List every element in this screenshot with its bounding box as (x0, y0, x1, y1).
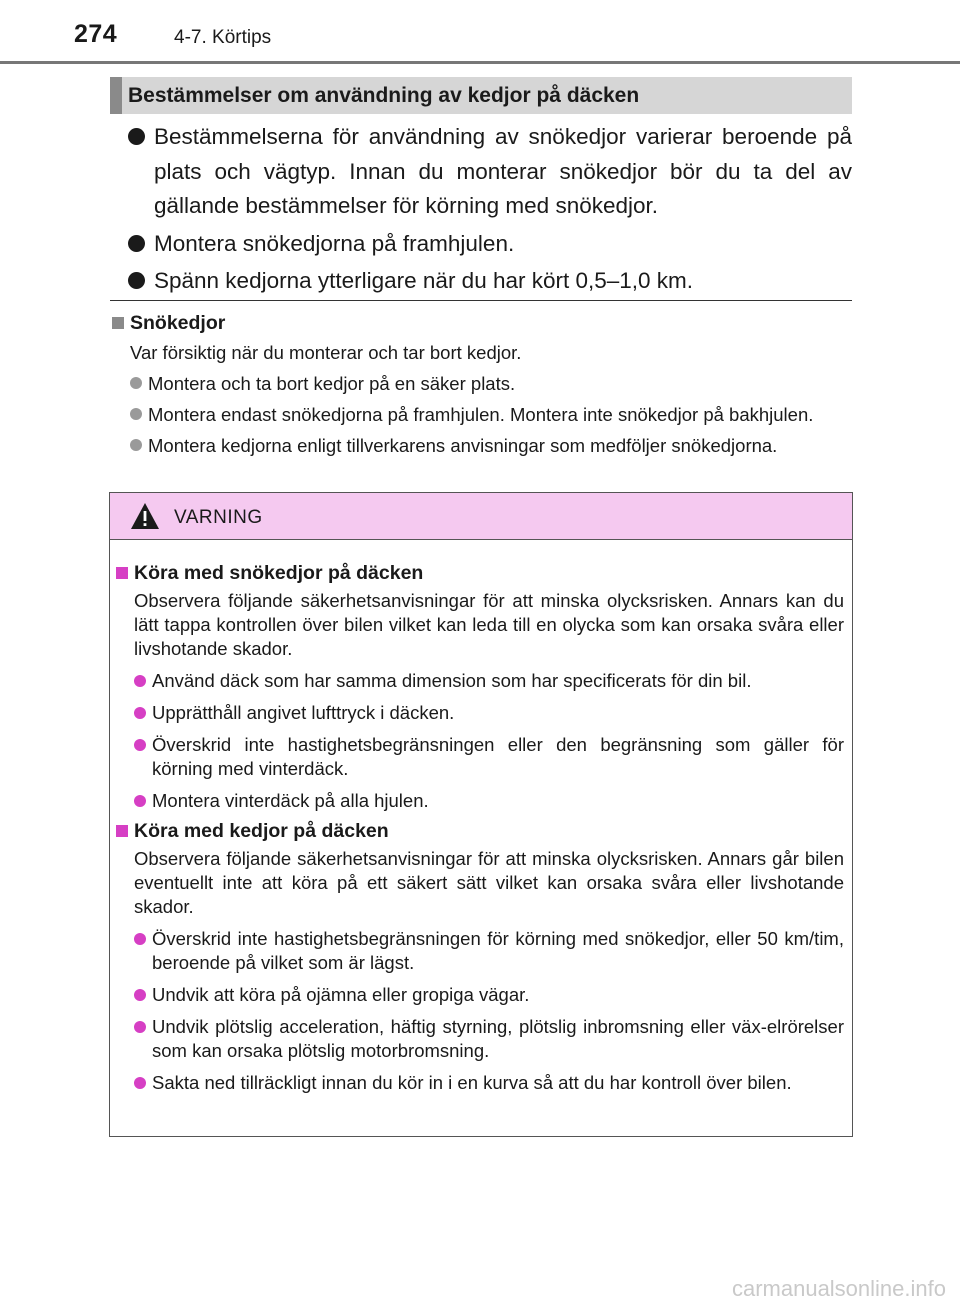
warning-triangle-icon (130, 502, 160, 530)
warning-bullet-text: Använd däck som har samma dimension som har specificerats för din bil. (152, 670, 752, 691)
warning-bullet-text: Undvik att köra på ojämna eller gropiga vägar. (152, 984, 530, 1005)
warning-bullet-text: Montera vinterdäck på alla hjulen. (152, 790, 429, 811)
section-divider (110, 300, 852, 301)
header-divider (0, 61, 960, 64)
warning-bullet-item (116, 789, 844, 813)
info-section (112, 310, 852, 458)
bullet-dot-icon (134, 707, 146, 719)
page-number: 274 (74, 20, 118, 48)
warning-section-heading (116, 561, 844, 586)
bullet-dot-icon (134, 1021, 146, 1033)
info-intro: Var försiktig när du monterar och tar bort kedjor. (130, 342, 522, 363)
main-bullet-text: Montera snökedjorna på framhjulen. (154, 230, 515, 256)
bullet-dot-icon (130, 439, 142, 451)
warning-bullet-item (116, 1015, 844, 1063)
warning-bullet-text: Upprätthåll angivet lufttryck i däcken. (152, 702, 455, 723)
main-bullet-list (128, 120, 852, 302)
warning-bullet-item (116, 983, 844, 1007)
bullet-dot-icon (128, 272, 145, 289)
square-bullet-icon (116, 567, 128, 579)
warning-body (116, 555, 844, 1095)
info-bullet-item (112, 402, 852, 427)
main-bullet-item (128, 120, 852, 224)
bullet-dot-icon (130, 408, 142, 420)
square-bullet-icon (112, 317, 124, 329)
banner-title: Bestämmelser om användning av kedjor på däcken (128, 84, 640, 107)
warning-heading-text: Köra med snökedjor på däcken (134, 562, 424, 584)
warning-title: VARNING (174, 507, 263, 528)
warning-heading-text: Köra med kedjor på däcken (134, 820, 389, 842)
warning-bullet-item (116, 733, 844, 781)
warning-bullet-text: Sakta ned tillräckligt innan du kör in i en kurva så att du har kontroll över bilen. (152, 1072, 792, 1093)
info-bullet-item (112, 433, 852, 458)
info-heading (112, 310, 852, 337)
warning-intro: Observera följande säkerhetsanvisningar för att minska olycksrisken. Annars kan du lätt tappa kontrollen över bilen vilket kan leda till en olycka som kan orsaka svåra eller livshotande skador. (134, 590, 844, 659)
square-bullet-icon (116, 825, 128, 837)
bullet-dot-icon (134, 795, 146, 807)
warning-bullet-item (116, 1071, 844, 1095)
page-header (0, 0, 960, 64)
warning-bullet-item (116, 669, 844, 693)
info-bullet-text: Montera och ta bort kedjor på en säker plats. (148, 373, 516, 394)
bullet-dot-icon (134, 989, 146, 1001)
main-bullet-text: Bestämmelserna för användning av snökedjor varierar beroende på plats och vägtyp. Innan du monterar snökedjor bör du ta del av gällande bestämmelser för körning med snökedjor. (154, 124, 852, 218)
warning-intro: Observera följande säkerhetsanvisningar för att minska olycksrisken. Annars går bilen eventuellt inte att köra på ett säkert sätt vilket kan orsaka svåra eller livshotande skador. (134, 848, 844, 917)
warning-section-heading (116, 819, 844, 844)
main-bullet-item (128, 264, 852, 299)
info-bullet-item (112, 371, 852, 396)
warning-bullet-text: Överskrid inte hastighetsbegränsningen för körning med snökedjor, eller 50 km/tim, beroende på vilket som är lägst. (152, 928, 844, 973)
bullet-dot-icon (134, 675, 146, 687)
main-bullet-item (128, 227, 852, 262)
bullet-dot-icon (130, 377, 142, 389)
watermark-text: carmanualsonline.info (731, 1276, 946, 1301)
section-title: 4-7. Körtips (174, 27, 272, 48)
info-bullet-text: Montera endast snökedjorna på framhjulen. Montera inte snökedjor på bakhjulen. (148, 404, 814, 425)
bullet-dot-icon (134, 739, 146, 751)
warning-bullet-text: Undvik plötslig acceleration, häftig styrning, plötslig inbromsning eller väx-elrörelser som kan orsaka plötslig motorbromsning. (152, 1016, 844, 1061)
info-bullet-text: Montera kedjorna enligt tillverkarens anvisningar som medföljer snökedjorna. (148, 435, 778, 456)
main-bullet-text: Spänn kedjorna ytterligare när du har kört 0,5–1,0 km. (154, 268, 694, 293)
bullet-dot-icon (128, 128, 145, 145)
warning-bullet-text: Överskrid inte hastighetsbegränsningen eller den begränsning som gäller för körning med vinterdäck. (152, 734, 844, 779)
bullet-dot-icon (128, 235, 145, 252)
warning-header (110, 493, 852, 540)
section-banner (110, 77, 852, 114)
banner-accent-bar (110, 77, 122, 114)
bullet-dot-icon (134, 933, 146, 945)
warning-box (109, 492, 853, 1137)
bullet-dot-icon (134, 1077, 146, 1089)
warning-bullet-item (116, 927, 844, 975)
info-heading-text: Snökedjor (130, 312, 226, 334)
warning-bullet-item (116, 701, 844, 725)
